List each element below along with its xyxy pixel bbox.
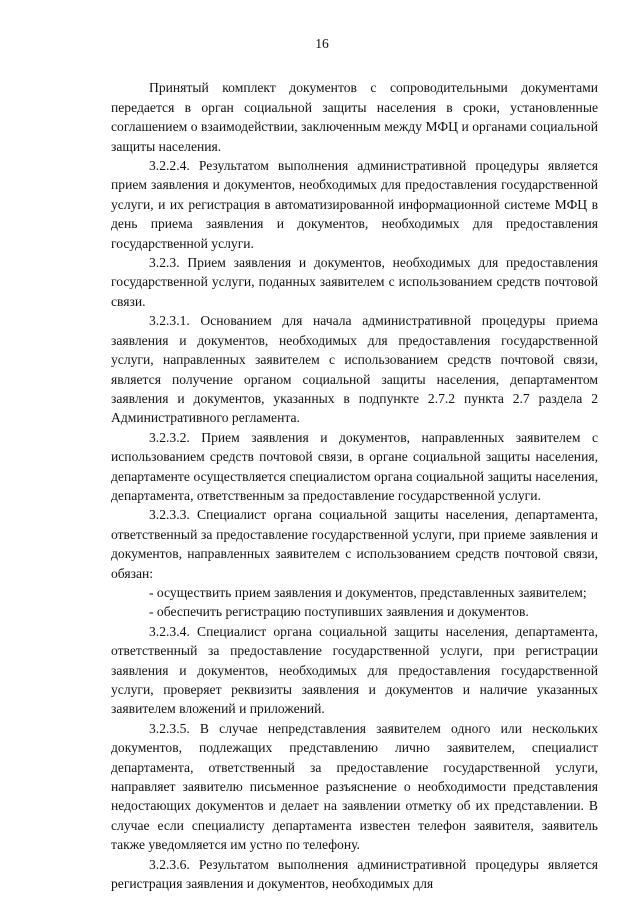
page-number: 16: [315, 36, 329, 51]
list-item: - осуществить прием заявления и документов, представленных заявителем;: [149, 584, 587, 600]
paragraph: 3.2.3.3. Специалист органа социальной защиты населения, департамента, ответственный за предоставление государственной услуги, при приеме заявления и документов, направленных заявителем с использованием средств почтовой связи, обязан:: [111, 507, 598, 581]
paragraph: 3.2.3.6. Результатом выполнения административной процедуры является регистрация заявления и документов, необходимых для: [111, 856, 598, 892]
paragraph: 3.2.3.5. В случае непредставления заявителем одного или нескольких документов, подлежащих представлению лично заявителем, специалист департамента, ответственный за предоставление государственной услуги, направляет заявителю письменное разъяснение о необходимости представления недостающих документов и делает на заявлении отметку об их представлении. В случае если специалисту департамента известен телефон заявителя, заявитель также уведомляется им устно по телефону.: [111, 720, 598, 853]
list-item: - обеспечить регистрацию поступивших заявления и документов.: [149, 604, 529, 620]
paragraph: 3.2.3.1. Основанием для начала административной процедуры приема заявления и документов, необходимых для предоставления государственной услуги, направленных заявителем с использованием средств почтовой связи, является получение органом социальной защиты населения, департаментом заявления и документов, указанных в подпункте 2.7.2 пункта 2.7 раздела 2 Административного регламента.: [111, 313, 598, 426]
paragraph: Принятый комплект документов с сопроводительными документами передается в орган социальной защиты населения в сроки, установленные соглашением о взаимодействии, заключенным между МФЦ и органами социальной защиты населения.: [111, 80, 598, 154]
paragraph: 3.2.3.2. Прием заявления и документов, направленных заявителем с использованием средств почтовой связи, в органе социальной защиты населения, департаменте осуществляется специалистом органа социальной защиты населения, департамента, ответственным за предоставление государственной услуги.: [111, 429, 598, 503]
paragraph: 3.2.3.4. Специалист органа социальной защиты населения, департамента, ответственный за предоставление государственной услуги, при регистрации заявления и документов, необходимых для предоставления государственной услуги, проверяет реквизиты заявления и документов и наличие указанных заявителем вложений и приложений.: [111, 623, 598, 717]
paragraph: 3.2.3. Прием заявления и документов, необходимых для предоставления государственной услуги, поданных заявителем с использованием средств почтовой связи.: [111, 255, 598, 309]
paragraph: 3.2.2.4. Результатом выполнения административной процедуры является прием заявления и документов, необходимых для предоставления государственной услуги, и их регистрация в автоматизированной информационной системе МФЦ в день приема заявления и документов, необходимых для предоставления государственной услуги.: [111, 158, 598, 251]
